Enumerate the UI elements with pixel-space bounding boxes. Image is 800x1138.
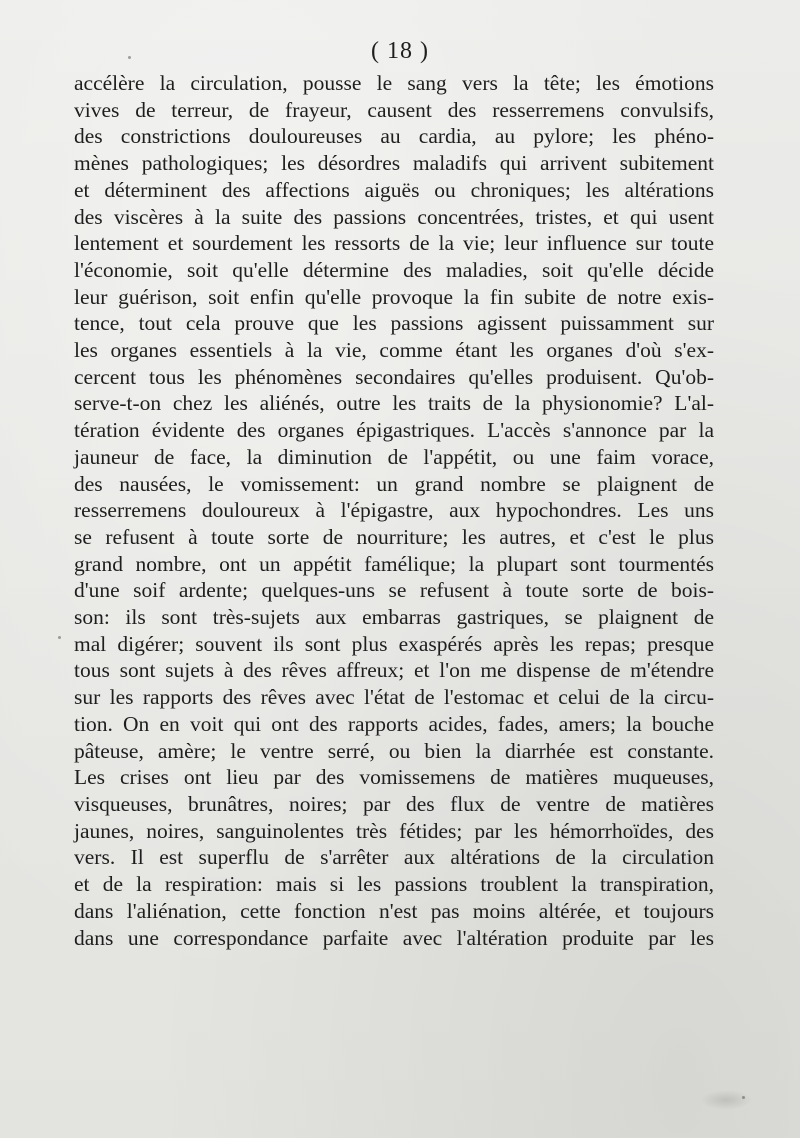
text-line: pâteuse, amère; le ventre serré, ou bien la diarrhée est constante. xyxy=(74,738,714,763)
text-line: dans l'aliénation, cette fonction n'est pas moins altérée, et toujours xyxy=(74,898,714,923)
text-line: visqueuses, brunâtres, noires; par des flux de ventre de matières xyxy=(74,791,714,816)
text-line: sur les rapports des rêves avec l'état de l'estomac et celui de la circu- xyxy=(74,685,714,710)
text-line: mènes pathologiques; les désordres maladifs qui arrivent subitement xyxy=(74,151,714,176)
text-line: serve-t-on chez les aliénés, outre les traits de la physionomie? L'al- xyxy=(74,391,714,416)
text-line: son: ils sont très-sujets aux embarras gastriques, se plaignent de xyxy=(74,605,714,630)
text-line: leur guérison, soit enfin qu'elle provoque la fin subite de notre exis- xyxy=(74,284,714,309)
text-line: vives de terreur, de frayeur, causent des resserremens convulsifs, xyxy=(74,97,714,122)
text-line: grand nombre, ont un appétit famélique; la plupart sont tourmentés xyxy=(74,551,714,576)
page-number: ( 18 ) xyxy=(371,38,429,64)
text-line: jaunes, noires, sanguinolentes très fétides; par les hémorrhoïdes, des xyxy=(74,818,714,843)
paper-speck xyxy=(58,636,61,639)
text-line: mal digérer; souvent ils sont plus exaspérés après les repas; presque xyxy=(74,631,714,656)
text-line: vers. Il est superflu de s'arrêter aux altérations de la circulation xyxy=(74,845,714,870)
text-line: tération évidente des organes épigastriques. L'accès s'annonce par la xyxy=(74,418,714,443)
paper-speck xyxy=(742,1096,745,1099)
text-line: des nausées, le vomissement: un grand nombre se plaignent de xyxy=(74,471,714,496)
text-line: Les crises ont lieu par des vomissemens de matières muqueuses, xyxy=(74,765,714,790)
text-line: dans une correspondance parfaite avec l'altération produite par les xyxy=(74,925,714,950)
text-line: tous sont sujets à des rêves affreux; et l'on me dispense de m'étendre xyxy=(74,658,714,683)
text-line: tion. On en voit qui ont des rapports acides, fades, amers; la bouche xyxy=(74,711,714,736)
text-line: les organes essentiels à la vie, comme étant les organes d'où s'ex- xyxy=(74,338,714,363)
body-text xyxy=(74,70,714,951)
text-line: tence, tout cela prouve que les passions agissent puissamment sur xyxy=(74,311,714,336)
text-line: resserremens douloureux à l'épigastre, aux hypochondres. Les uns xyxy=(74,498,714,523)
paper-speck xyxy=(128,56,131,59)
text-line: des viscères à la suite des passions concentrées, tristes, et qui usent xyxy=(74,204,714,229)
text-line: et déterminent des affections aiguës ou chroniques; les altérations xyxy=(74,177,714,202)
text-line: des constrictions douloureuses au cardia, au pylore; les phéno- xyxy=(74,124,714,149)
text-line: lentement et sourdement les ressorts de la vie; leur influence sur toute xyxy=(74,231,714,256)
text-line: jauneur de face, la diminution de l'appétit, ou une faim vorace, xyxy=(74,444,714,469)
text-line: accélère la circulation, pousse le sang vers la tête; les émotions xyxy=(74,71,714,95)
text-line: cercent tous les phénomènes secondaires qu'elles produisent. Qu'ob- xyxy=(74,364,714,389)
text-line: se refusent à toute sorte de nourriture; les autres, et c'est le plus xyxy=(74,524,714,549)
text-line: et de la respiration: mais si les passions troublent la transpiration, xyxy=(74,872,714,897)
text-line: l'économie, soit qu'elle détermine des maladies, soit qu'elle décide xyxy=(74,257,714,282)
ink-smudge xyxy=(700,1090,752,1110)
text-line: d'une soif ardente; quelques-uns se refusent à toute sorte de bois- xyxy=(74,578,714,603)
